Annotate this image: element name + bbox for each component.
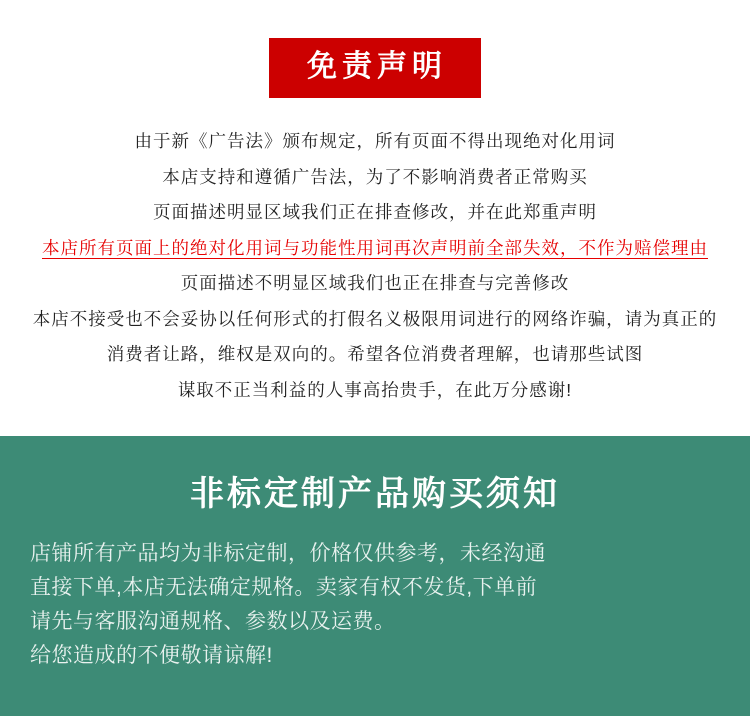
disclaimer-badge-wrap xyxy=(0,38,750,98)
notice-line: 直接下单,本店无法确定规格。卖家有权不发货,下单前 xyxy=(30,576,538,600)
disclaimer-line: 消费者让路，维权是双向的。希望各位消费者理解，也请那些试图 xyxy=(106,344,644,364)
custom-product-notice-section xyxy=(0,436,750,716)
disclaimer-line: 本店不接受也不会妥协以任何形式的打假名义极限用词进行的网络诈骗，请为真正的 xyxy=(32,308,718,329)
disclaimer-line: 谋取不正当利益的人事高抬贵手，在此万分感谢! xyxy=(177,379,573,400)
disclaimer-text-block xyxy=(0,124,750,408)
disclaimer-badge: 免责声明 xyxy=(269,38,481,98)
notice-line: 店铺所有产品均为非标定制，价格仅供参考，未经沟通 xyxy=(30,542,546,566)
disclaimer-line: 本店支持和遵循广告法，为了不影响消费者正常购买 xyxy=(162,166,588,187)
disclaimer-line: 由于新《广告法》颁布规定，所有页面不得出现绝对化用词 xyxy=(134,131,616,151)
notice-body xyxy=(30,537,720,673)
disclaimer-line: 页面描述明显区域我们正在排查修改，并在此郑重声明 xyxy=(153,202,597,222)
disclaimer-line-highlighted: 本店所有页面上的绝对化用词与功能性用词再次声明前全部失效，不作为赔偿理由 xyxy=(42,237,708,258)
notice-title: 非标定制产品购买须知 xyxy=(190,475,560,513)
notice-line: 给您造成的不便敬请谅解! xyxy=(30,644,273,668)
notice-line: 请先与客服沟通规格、参数以及运费。 xyxy=(30,610,396,634)
disclaimer-line: 页面描述不明显区域我们也正在排查与完善修改 xyxy=(180,273,570,293)
